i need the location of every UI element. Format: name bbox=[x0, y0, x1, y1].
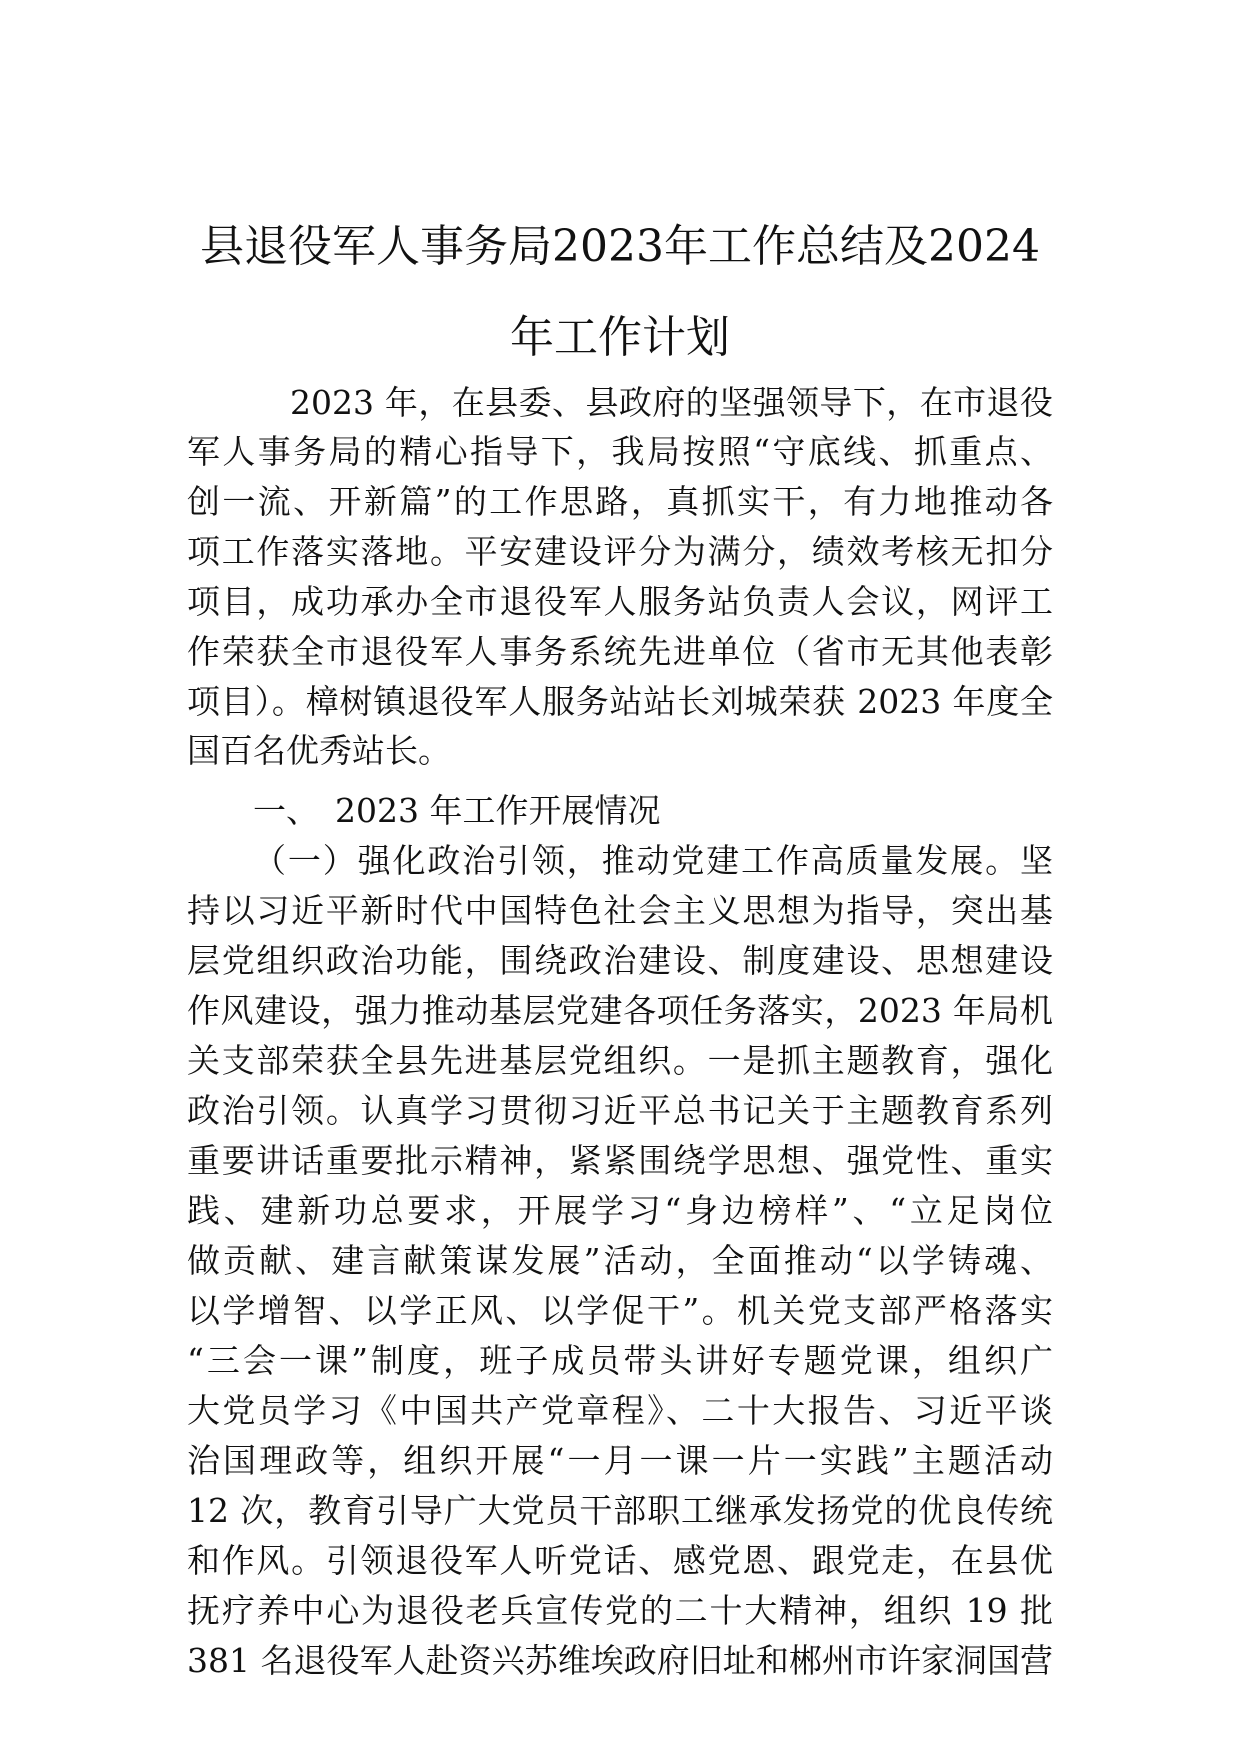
body-line-5: 关支部荣获全县先进基层党组织。一是抓主题教育，强化 bbox=[187, 1041, 1053, 1080]
body-line-3: 层党组织政治功能，围绕政治建设、制度建设、思想建设 bbox=[187, 941, 1053, 980]
intro-line-1: 2023 年，在县委、县政府的坚强领导下，在市退役 bbox=[290, 383, 1053, 422]
body-line-4: 作风建设，强力推动基层党建各项任务落实，2023 年局机 bbox=[187, 991, 1053, 1030]
intro-line-8: 国百名优秀站长。 bbox=[187, 731, 451, 770]
document-title-line-1: 县退役军人事务局2023年工作总结及2024 bbox=[200, 221, 1040, 272]
intro-line-4: 项工作落实落地。平安建设评分为满分，绩效考核无扣分 bbox=[187, 532, 1053, 571]
intro-line-5: 项目，成功承办全市退役军人服务站负责人会议，网评工 bbox=[187, 582, 1053, 621]
body-line-8: 践、建新功总要求，开展学习“身边榜样”、“立足岗位 bbox=[187, 1191, 1053, 1230]
intro-line-7: 项目）。樟树镇退役军人服务站站长刘城荣获 2023 年度全 bbox=[187, 682, 1053, 721]
body-line-14: 12 次，教育引导广大党员干部职工继承发扬党的优良传统 bbox=[187, 1491, 1053, 1530]
section-heading bbox=[253, 788, 660, 834]
body-line-6: 政治引领。认真学习贯彻习近平总书记关于主题教育系列 bbox=[187, 1091, 1053, 1130]
section-heading-number: 一、 bbox=[253, 791, 319, 830]
body-line-10: 以学增智、以学正风、以学促干”。机关党支部严格落实 bbox=[187, 1291, 1053, 1330]
intro-line-3: 创一流、开新篇”的工作思路，真抓实干，有力地推动各 bbox=[187, 482, 1053, 521]
body-line-9: 做贡献、建言献策谋发展”活动，全面推动“以学铸魂、 bbox=[187, 1241, 1053, 1280]
body-line-13: 治国理政等，组织开展“一月一课一片一实践”主题活动 bbox=[187, 1441, 1053, 1480]
body-line-7: 重要讲话重要批示精神，紧紧围绕学思想、强党性、重实 bbox=[187, 1141, 1053, 1180]
document-title-line-2: 年工作计划 bbox=[510, 312, 730, 363]
body-line-15: 和作风。引领退役军人听党话、感党恩、跟党走，在县优 bbox=[187, 1541, 1053, 1580]
body-line-16: 抚疗养中心为退役老兵宣传党的二十大精神，组织 19 批 bbox=[187, 1591, 1053, 1630]
body-line-1: （一）强化政治引领，推动党建工作高质量发展。坚 bbox=[253, 841, 1053, 880]
section-heading-text: 2023 年工作开展情况 bbox=[335, 791, 661, 830]
intro-line-6: 作荣获全市退役军人事务系统先进单位（省市无其他表彰 bbox=[187, 632, 1053, 671]
body-line-2: 持以习近平新时代中国特色社会主义思想为指导，突出基 bbox=[187, 891, 1053, 930]
body-line-11: “三会一课”制度，班子成员带头讲好专题党课，组织广 bbox=[187, 1341, 1053, 1380]
intro-line-2: 军人事务局的精心指导下，我局按照“守底线、抓重点、 bbox=[187, 432, 1053, 471]
body-line-17: 381 名退役军人赴资兴苏维埃政府旧址和郴州市许家洞国营 bbox=[187, 1641, 1053, 1680]
body-line-12: 大党员学习《中国共产党章程》、二十大报告、习近平谈 bbox=[187, 1391, 1053, 1430]
